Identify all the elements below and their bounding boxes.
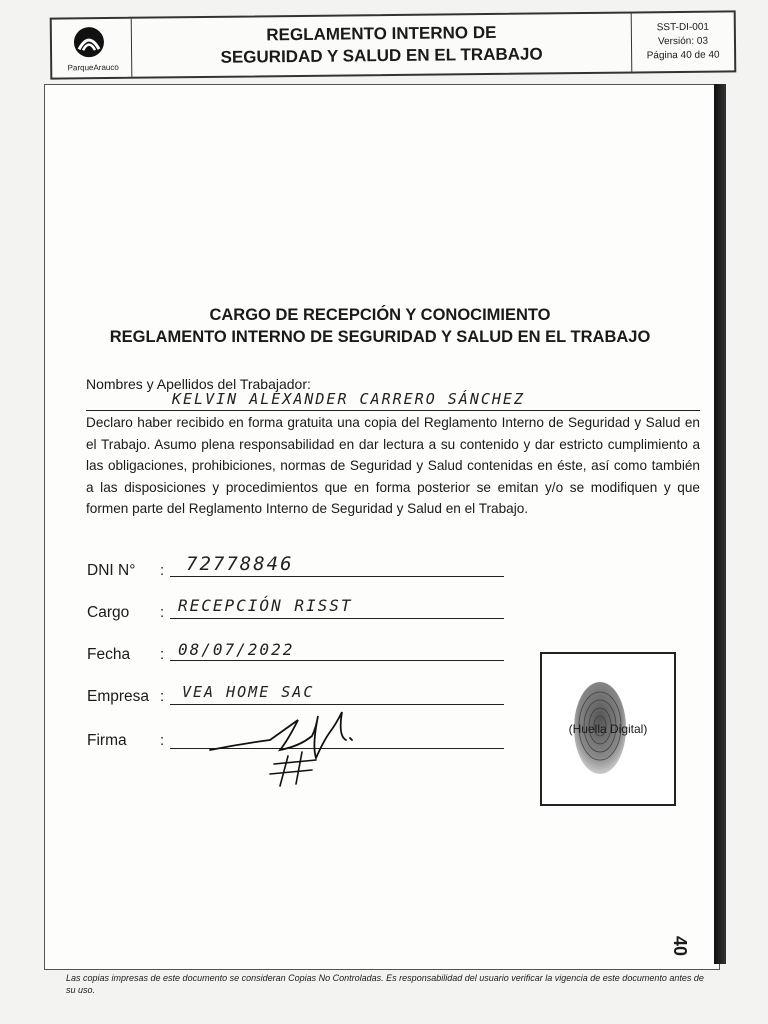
dni-value: 72778846 (186, 553, 294, 575)
empresa-colon: : (160, 688, 165, 705)
firma-colon: : (160, 732, 165, 749)
worker-name-label: Nombres y Apellidos del Trabajador: (86, 376, 311, 392)
empresa-line (170, 704, 504, 705)
main-title-line1: CARGO DE RECEPCIÓN Y CONOCIMIENTO (209, 306, 551, 324)
parque-arauco-logo (72, 25, 106, 59)
fecha-label: Fecha (87, 646, 131, 663)
cargo-label: Cargo (87, 604, 130, 621)
worker-name-value: KELVIN ALEXANDER CARRERO SÁNCHEZ (172, 390, 525, 408)
scan-edge-shadow (714, 84, 726, 964)
page-number: 40 (670, 936, 690, 957)
declaration-text: Declaro haber recibido en forma gratuita una copia del Reglamento Interno de Seguridad y Salud en el Trabajo. Asumo plena responsabilidad en dar lectura a su contenido y dar estricto cumplimiento a las obligaciones, prohibiciones, normas de Seguridad y Salud contenidas en éste, así como también a las disposiciones y procedimientos que en forma posterior se emitan y/o se modifiquen y que formen parte del Reglamento Interno de Seguridad y Salud en el Trabajo. (86, 415, 700, 516)
fingerprint-label: (Huella Digital) (568, 722, 648, 736)
header-title-line2: SEGURIDAD Y SALUD EN EL TRABAJO (220, 44, 543, 67)
dni-colon: : (160, 562, 165, 579)
document-header (50, 10, 737, 79)
header-title (132, 13, 633, 76)
worker-name-line (86, 410, 700, 411)
empresa-value: VEA HOME SAC (182, 683, 315, 701)
empresa-label: Empresa (87, 688, 150, 705)
dni-line (170, 576, 504, 577)
page-frame (44, 84, 720, 970)
dni-label: DNI N° (87, 562, 136, 579)
cargo-line (170, 618, 504, 619)
logo-cell (52, 19, 133, 78)
fingerprint-box (540, 652, 676, 806)
fecha-value: 08/07/2022 (178, 640, 295, 659)
footer-disclaimer: Las copias impresas de este documento se consideran Copias No Controladas. Es responsabilidad del usuario verificar la vigencia de este documento antes de su uso. (66, 973, 704, 995)
fecha-colon: : (160, 646, 165, 663)
header-code (632, 12, 735, 71)
doc-code: SST-DI-001 (656, 21, 710, 34)
main-title-line2: REGLAMENTO INTERNO DE SEGURIDAD Y SALUD EN EL TRABAJO (109, 328, 651, 346)
cargo-colon: : (160, 604, 165, 621)
fecha-line (170, 660, 504, 661)
handwritten-signature (200, 706, 370, 790)
firma-label: Firma (87, 732, 127, 749)
doc-version: Versión: 03 (657, 35, 709, 48)
cargo-value: RECEPCIÓN RISST (178, 596, 353, 615)
header-title-line1: REGLAMENTO INTERNO DE (266, 22, 497, 45)
doc-page: Página 40 de 40 (646, 49, 720, 62)
logo-text: ParqueArauco (67, 62, 119, 73)
